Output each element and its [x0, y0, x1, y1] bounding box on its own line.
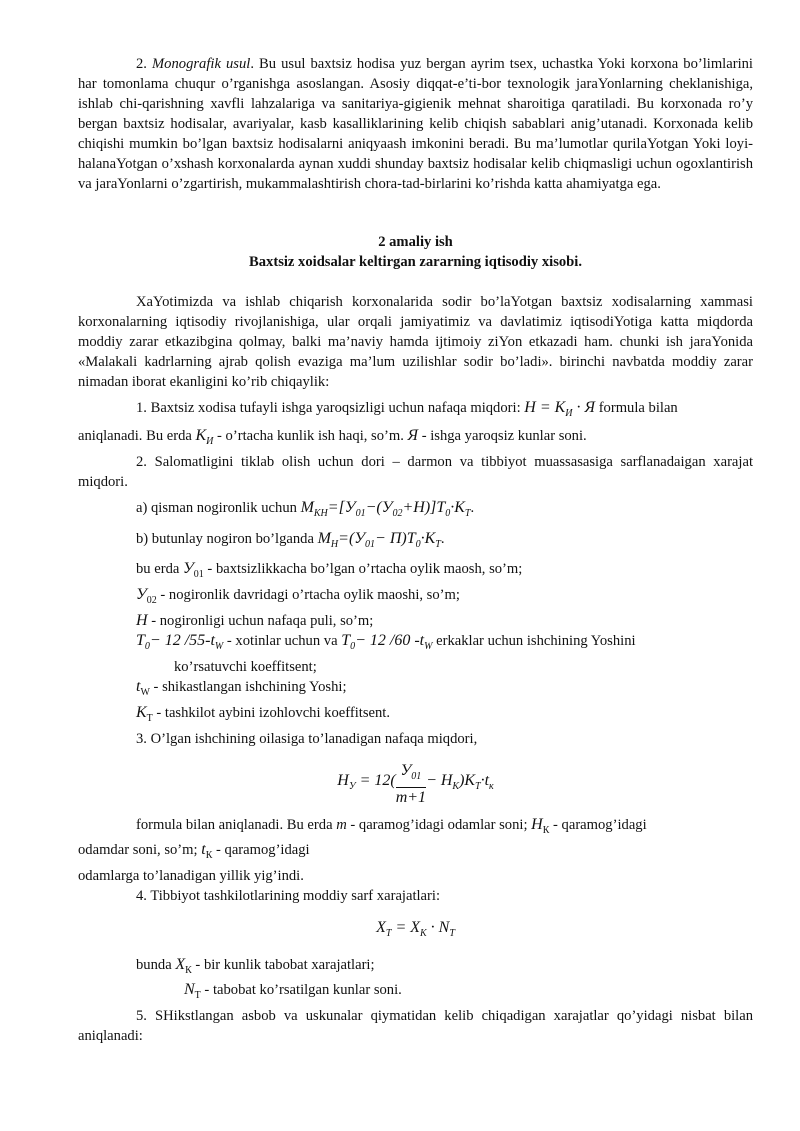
- formula-family-benefit: $Н_У = 12$( $У_{01}$ m+1 − $Н_К)К_Т\cdot t_к$: [337, 761, 494, 806]
- def-t0: $Т_0- 12$ $/55-t_W$ - xotinlar uchun va $Т_0- 12$ /60 $-t_W$ erkaklar uchun ishchining Yoshini: [136, 631, 636, 652]
- item-1-text: 1. Baxtsiz xodisa tufayli ishga yaroqsizligi uchun nafaqa miqdori:: [136, 400, 521, 416]
- section-number: 2 amaliy ish: [378, 234, 453, 250]
- method-title: Monografik usul: [152, 56, 251, 72]
- formula-partial-disability: $М_{КН}=[У_{01}-(У_{02}+Н)]Т_0\cdot К_Т$: [300, 499, 471, 520]
- def-y01: bu erda $У_{01}$ - baxtsizlikkacha bo’lgan o’rtacha oylik maosh, so’m;: [136, 559, 523, 580]
- def-y02: $У_{02}$ - nogironlik davridagi o’rtacha oylik maoshi, so’m;: [136, 585, 460, 606]
- def-kt: $К_Т$ - tashkilot aybini izohlovchi koeffitsent.: [136, 703, 390, 724]
- item-2: 2. Salomatligini tiklab olish uchun dori – darmon va tibbiyot muassasasiga sarflanadaigan xarajat miqdori.: [78, 454, 753, 491]
- item-3-desc-3: odamlarga to’lanadigan yillik yig’indi.: [78, 868, 304, 885]
- item-1: [78, 398, 753, 424]
- item-3: 3. O’lgan ishchining oilasiga to’lanadigan nafaqa miqdori,: [136, 730, 478, 747]
- symbol-k-i: $К_И$: [195, 427, 214, 448]
- item-2b: b) butunlay nogiron bo’lganda $М_Н=(У_{01}- П)Т_0\cdot К_Т$.: [136, 529, 445, 550]
- formula-t0-men: $Т_0- 12$ /60 $-t_W$: [341, 631, 433, 652]
- def-nt: $N_Т$ - tabobat ko’rsatilgan kunlar soni.: [184, 981, 402, 1002]
- def-n: Н - nogironligi uchun nafaqa puli, so’m;: [136, 611, 374, 629]
- item-1-text-b: formula bilan: [598, 400, 678, 416]
- item-2a: a) qisman nogironlik uchun $М_{КН}=[У_{01}-(У_{02}+Н)]Т_0\cdot К_Т$.: [136, 499, 475, 520]
- item-4: 4. Tibbiyot tashkilotlarining moddiy sarf xarajatlari:: [136, 888, 441, 905]
- intro-paragraph: XaYotimizda va ishlab chiqarish korxonalarida sodir bo’laYotgan baxtsiz xodisalarning xammasi korxonalarning iqtisodiy rivojlanishiga, ular orqali jamiyatimiz va davlatimiz iqtisodiYotiga katta miqdorda moddiy zarar etkazibgina qolmay, balki ma’naviy hamda ijtimoiy ziYon etkazadi ham. chunki ish jaraYonida «Malakali kadrlarning ajrab qolish evaziga ma’lum uzilishlar sodir bo’ladi». birinchi navbatda moddiy zarar nimadan iborat ekanligini ko’rib chiqaylik:: [78, 294, 753, 390]
- formula-t0-women: $Т_0- 12$ $/55-t_W$: [136, 631, 224, 652]
- item-5: 5. SHikstlangan asbob va uskunalar qiymatidan kelib chiqadigan xarajatlar qo’yidagi nisbat bilan aniqlanadi:: [78, 1008, 753, 1045]
- formula-benefit: $Н = К_И \cdot Я$: [524, 399, 596, 420]
- item-3-desc-2: odamdar soni, so’m; $t_К$ - qaramog’idagi: [78, 841, 310, 862]
- document-page: [78, 54, 753, 1046]
- def-xk: bunda $Х_К$ - bir kunlik tabobat xarajatlari;: [136, 955, 375, 976]
- def-tw: $t_W$ - shikastlangan ishchining Yoshi;: [136, 677, 347, 698]
- section-title: Baxtsiz xoidsalar keltirgan zararning iqtisodiy xisobi.: [249, 254, 582, 270]
- paragraph-monographic-method: [78, 54, 753, 194]
- formula-medical-costs: $Х_Т = Х_К \cdot N_Т$: [376, 919, 455, 940]
- item-number: 2.: [136, 56, 147, 72]
- method-text: . Bu usul baxtsiz hodisa yuz bergan ayrim tsex, uchastka Yoki korxona bo’limlarini har tomonlama chuqur o’rganishga asoslangan. Asosiy diqqat-e’ti-bor texnologik jaraYonlarning cheklanishiga, ishlab chi-qarishning xavfli lahzalariga va sanitariya-gigienik mehnat sharoitiga qaratiladi. Bu korxonada ro’y bergan baxtsiz hodisalar, avariyalar, kasb kasalliklarining kelib chiqish sabablari anig’utanadi. Korxonada kelib chiqishi mumkin bo’lgan baxtsiz hodisalarni aniqyaash imkonini beradi. Bu ma’lumotlar qurilaYotgan Yoki loyi-halanaYotgan o’xshash korxonalarda aynan xuddi shunday baxtsiz hodisalar kelib chiqmasligi uchun ogoxlantirish va jaraYonlarni o’zgartirish, mukammalashtirish chora-tad-birlarini ko’rishda katta ahamiyatga ega.: [78, 56, 753, 192]
- def-t0-cont: ko’rsatuvchi koeffitsent;: [174, 658, 317, 675]
- item-3-desc: formula bilan aniqlanadi. Bu erda m - qaramog’idagi odamlar soni; $Н_К$ - qaramog’idagi: [136, 815, 647, 836]
- symbol-ya: Я: [407, 427, 419, 445]
- formula-full-disability: $М_Н=(У_{01}- П)Т_0\cdot К_Т$: [317, 529, 441, 550]
- item-1-definitions: aniqlanadi. Bu erda $К_И$ - o’rtacha kunlik ish haqi, so’m. Я - ishga yaroqsiz kunlar soni.: [78, 427, 587, 448]
